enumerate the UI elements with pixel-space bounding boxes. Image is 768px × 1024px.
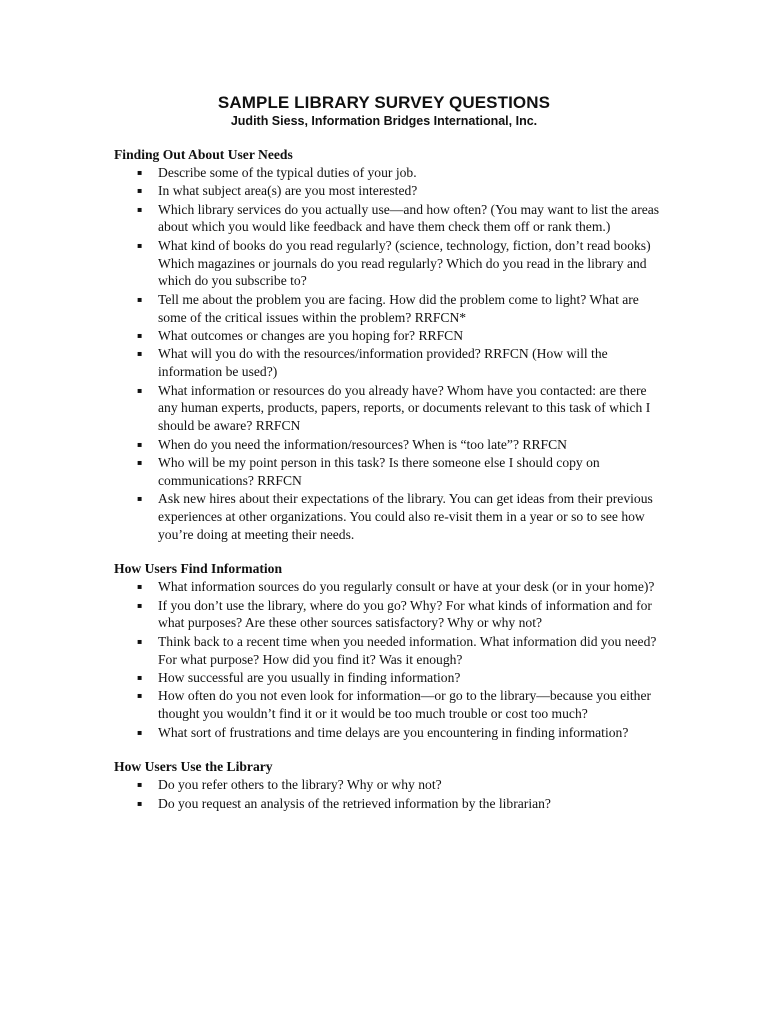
question-text: What will you do with the resources/information provided? RRFCN (How will the information be used?)	[158, 346, 608, 380]
question-item	[114, 776, 662, 794]
question-item	[114, 182, 662, 200]
question-text: What sort of frustrations and time delays are you encountering in finding information?	[158, 724, 629, 740]
question-item	[114, 687, 662, 723]
question-item	[114, 669, 662, 687]
question-item	[114, 201, 662, 237]
question-text: When do you need the information/resources? When is “too late”? RRFCN	[158, 436, 567, 452]
document-subtitle: Judith Siess, Information Bridges International, Inc.	[230, 114, 538, 128]
bullet-icon: ▪	[137, 204, 143, 214]
question-text: Tell me about the problem you are facing. How did the problem come to light? What are some of the critical issues within the problem? RRFCN*	[158, 291, 639, 325]
bullet-icon: ▪	[137, 330, 143, 340]
question-text: In what subject area(s) are you most interested?	[158, 183, 418, 199]
section-user-needs	[114, 146, 662, 543]
question-text: What information sources do you regularly consult or have at your desk (or in your home)?	[158, 579, 655, 595]
question-item	[114, 633, 662, 669]
question-item	[114, 291, 662, 327]
question-text: Describe some of the typical duties of your job.	[158, 164, 417, 180]
question-item	[114, 597, 662, 633]
bullet-icon: ▪	[137, 727, 143, 737]
bullet-icon: ▪	[137, 349, 143, 359]
bullet-icon: ▪	[137, 385, 143, 395]
bullet-icon: ▪	[137, 457, 143, 467]
question-text: Who will be my point person in this task? Is there someone else I should copy on communications? RRFCN	[158, 454, 600, 488]
section-heading: How Users Find Information	[114, 561, 283, 577]
question-text: If you don’t use the library, where do you go? Why? For what kinds of information and for what purposes? Are these other sources satisfactory? Why or why not?	[158, 597, 652, 631]
bullet-icon: ▪	[137, 439, 143, 449]
section-heading: Finding Out About User Needs	[114, 147, 293, 162]
question-text: How successful are you usually in finding information?	[158, 670, 461, 686]
question-item	[114, 327, 662, 345]
section-heading: How Users Use the Library	[114, 759, 273, 775]
bullet-icon: ▪	[137, 294, 143, 304]
section-use-library	[114, 758, 662, 812]
question-text: Do you refer others to the library? Why or why not?	[158, 777, 442, 793]
bullet-icon: ▪	[137, 186, 143, 196]
question-text: Think back to a recent time when you needed information. What information did you need? For what purpose? How did you find it? Was it enough?	[158, 633, 657, 667]
bullet-icon: ▪	[137, 582, 143, 592]
bullet-icon: ▪	[137, 240, 143, 250]
question-text: What information or resources do you already have? Whom have you contacted: are there any human experts, products, papers, reports, or documents relevant to this task of which I should be aware? RRFCN	[158, 382, 651, 434]
question-item	[114, 345, 662, 381]
bullet-icon: ▪	[137, 673, 143, 683]
question-text: Do you request an analysis of the retrieved information by the librarian?	[158, 795, 551, 811]
bullet-icon: ▪	[137, 494, 143, 504]
question-item	[114, 724, 662, 742]
bullet-icon: ▪	[137, 636, 143, 646]
document-body	[114, 146, 662, 813]
question-item	[114, 454, 662, 490]
question-text: Ask new hires about their expectations of the library. You can get ideas from their previous experiences at other organizations. You could also re-visit them in a year or so to see how you’re doing at meeting their needs.	[158, 491, 653, 542]
question-item	[114, 490, 662, 543]
question-text: Which library services do you actually use—and how often? (You may want to list the areas about which you would like feedback and have them check them off or rank them.)	[158, 201, 660, 235]
question-list	[114, 164, 662, 544]
question-list	[114, 578, 662, 741]
bullet-icon: ▪	[137, 780, 143, 790]
question-item	[114, 795, 662, 813]
question-item	[114, 164, 662, 182]
bullet-icon: ▪	[137, 600, 143, 610]
bullet-icon: ▪	[137, 798, 143, 808]
bullet-icon: ▪	[137, 691, 143, 701]
section-find-information	[114, 560, 662, 741]
question-item	[114, 382, 662, 435]
question-item	[114, 436, 662, 454]
question-text: What kind of books do you read regularly? (science, technology, fiction, don’t read books) Which magazines or journals do you read regularly? Which do you read in the library and which do you subscribe to?	[158, 237, 651, 289]
bullet-icon: ▪	[137, 167, 143, 177]
question-text: How often do you not even look for information—or go to the library—because you either thought you wouldn’t find it or it would be too much trouble or cost too much?	[158, 688, 652, 722]
question-list	[114, 776, 662, 812]
question-text: What outcomes or changes are you hoping for? RRFCN	[158, 327, 464, 343]
question-item	[114, 237, 662, 290]
question-item	[114, 578, 662, 596]
document-title: SAMPLE LIBRARY SURVEY QUESTIONS	[217, 93, 551, 112]
